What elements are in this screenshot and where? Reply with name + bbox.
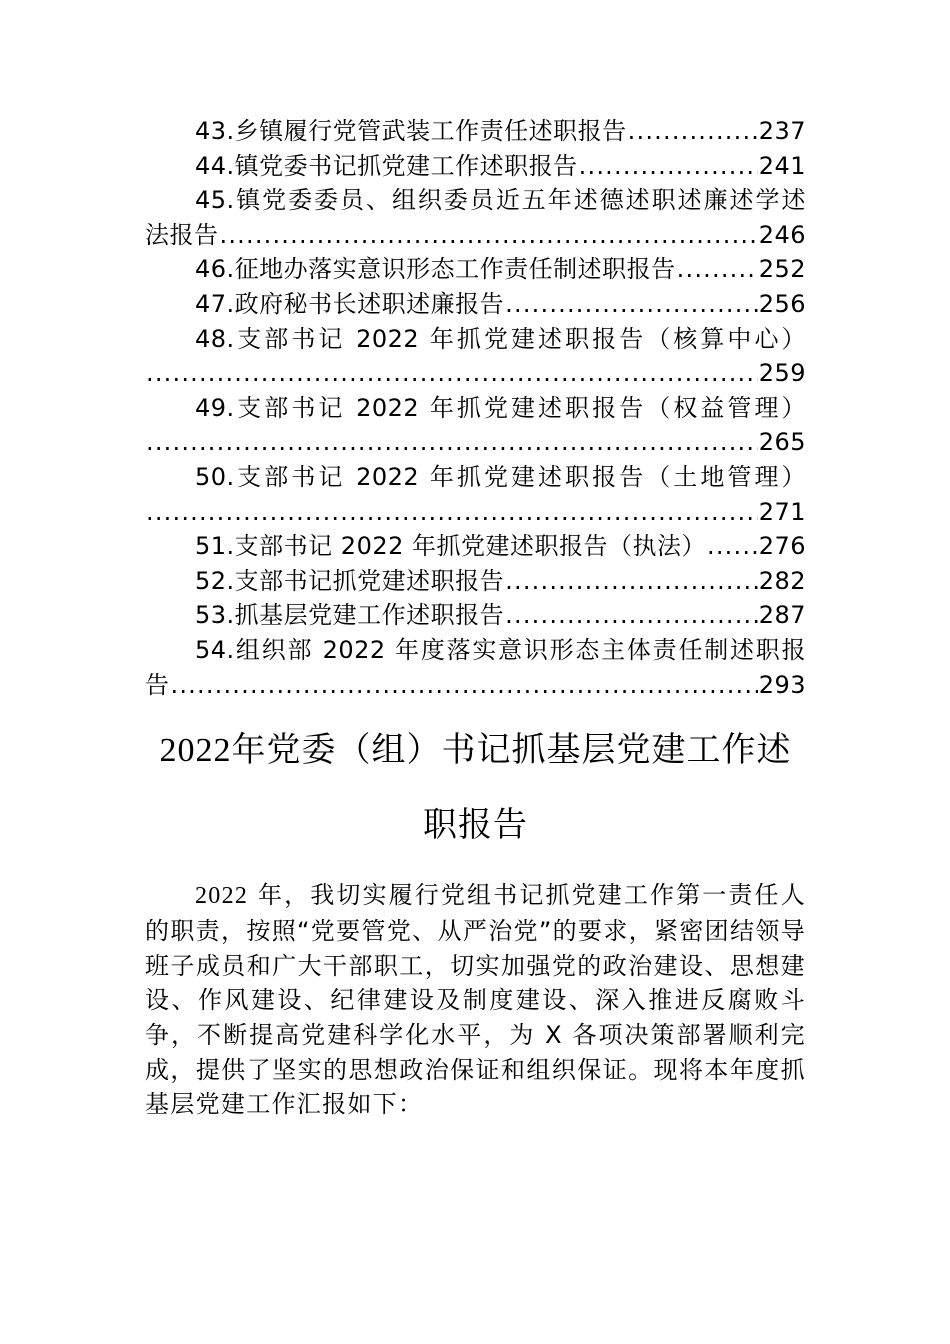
toc-entry [145,460,806,529]
toc-entry [145,564,806,599]
toc-entry-title: 45.镇党委委员、组织委员近五年述德述职述廉述学述 [195,186,806,215]
toc-entry-title: 46.征地办落实意识形态工作责任制述职报告 [195,255,676,284]
toc-line [145,252,806,287]
toc-dot-leader [677,252,758,287]
toc-line [145,564,806,599]
toc-line [145,529,806,564]
toc-entry [145,114,806,149]
toc-page-number: 287 [758,601,806,630]
toc-line [145,495,806,530]
toc-page-number: 246 [758,220,806,249]
toc-page-number: 271 [758,497,806,526]
toc-entry-title: 52.支部书记抓党建述职报告 [195,566,505,595]
toc-entry-title: 49.支部书记 2022 年抓党建述职报告（权益管理） [195,393,806,422]
toc-line [145,391,806,426]
toc-entry [145,287,806,322]
toc-entry-title: 43.乡镇履行党管武装工作责任述职报告 [195,117,627,145]
toc-entry-title: 法报告 [145,220,219,249]
toc-line [145,183,806,218]
toc-line [145,633,806,668]
toc-entry-title: 53.抓基层党建工作述职报告 [195,601,505,630]
toc-entry-title: 47.政府秘书长述职述廉报告 [195,289,505,318]
toc-dot-leader [171,668,758,703]
toc-line [145,149,806,184]
toc-line [145,356,806,391]
toc-page-number: 259 [758,359,806,388]
toc-page-number: 265 [758,428,806,457]
toc-entry [145,633,806,702]
document-page [145,114,806,1122]
toc-entry-title: 54.组织部 2022 年度落实意识形态主体责任制述职报 [195,635,806,664]
toc-dot-leader [146,356,758,391]
toc-dot-leader [579,149,758,184]
toc-entry [145,322,806,391]
toc-line [145,598,806,633]
body-year: 2022 [195,883,249,910]
toc-entry [145,529,806,564]
toc-page-number: 237 [758,117,806,145]
table-of-contents [145,114,806,702]
toc-page-number: 256 [758,289,806,318]
toc-page-number: 293 [758,670,806,699]
toc-dot-leader [146,425,758,460]
toc-entry-title: 48.支部书记 2022 年抓党建述职报告（核算中心） [195,324,806,353]
toc-dot-leader [220,218,758,253]
toc-entry-title: 51.支部书记 2022 年抓党建述职报告（执法） [195,532,707,561]
toc-line [145,287,806,322]
toc-dot-leader [505,598,758,633]
toc-line [145,114,806,149]
toc-entry-title: 告 [145,670,170,699]
toc-page-number: 241 [758,151,806,180]
toc-entry-title: 50.支部书记 2022 年抓党建述职报告（土地管理） [195,462,806,491]
report-title-line-2: 职报告 [423,805,528,846]
toc-page-number: 282 [758,566,806,595]
toc-line [145,460,806,495]
toc-entry [145,252,806,287]
toc-line [145,322,806,357]
title-year: 2022 [159,732,232,770]
toc-dot-leader [505,564,758,599]
toc-line [145,425,806,460]
toc-dot-leader [707,529,758,564]
toc-dot-leader [505,287,758,322]
toc-dot-leader [628,114,758,149]
toc-entry [145,149,806,184]
toc-page-number: 276 [758,532,806,561]
toc-entry [145,183,806,252]
toc-entry [145,598,806,633]
body-paragraph [145,878,806,1122]
report-title-line-1 [145,730,806,771]
toc-page-number: 252 [758,255,806,284]
toc-entry [145,391,806,460]
toc-line [145,218,806,253]
toc-line [145,668,806,703]
toc-dot-leader [146,495,758,530]
body-text: 年，我切实履行党组书记抓党建工作第一责任人的职责，按照“党要管党、从严治党”的要求，紧密团结领导班子成员和广大干部职工，切实加强党的政治建设、思想建设、作风建设、纪律建设及制度建设、深入推进反腐败斗争，不断提高党建科学化水平，为 X 各项决策部署顺利完成，提供了坚实的思想政治保证和组织保证。现将本年度抓基层党建工作汇报如下： [145,881,806,1119]
title-line-1-text: 年党委（组）书记抓基层党建工作述 [231,730,792,771]
toc-entry-title: 44.镇党委书记抓党建工作述职报告 [195,151,578,180]
